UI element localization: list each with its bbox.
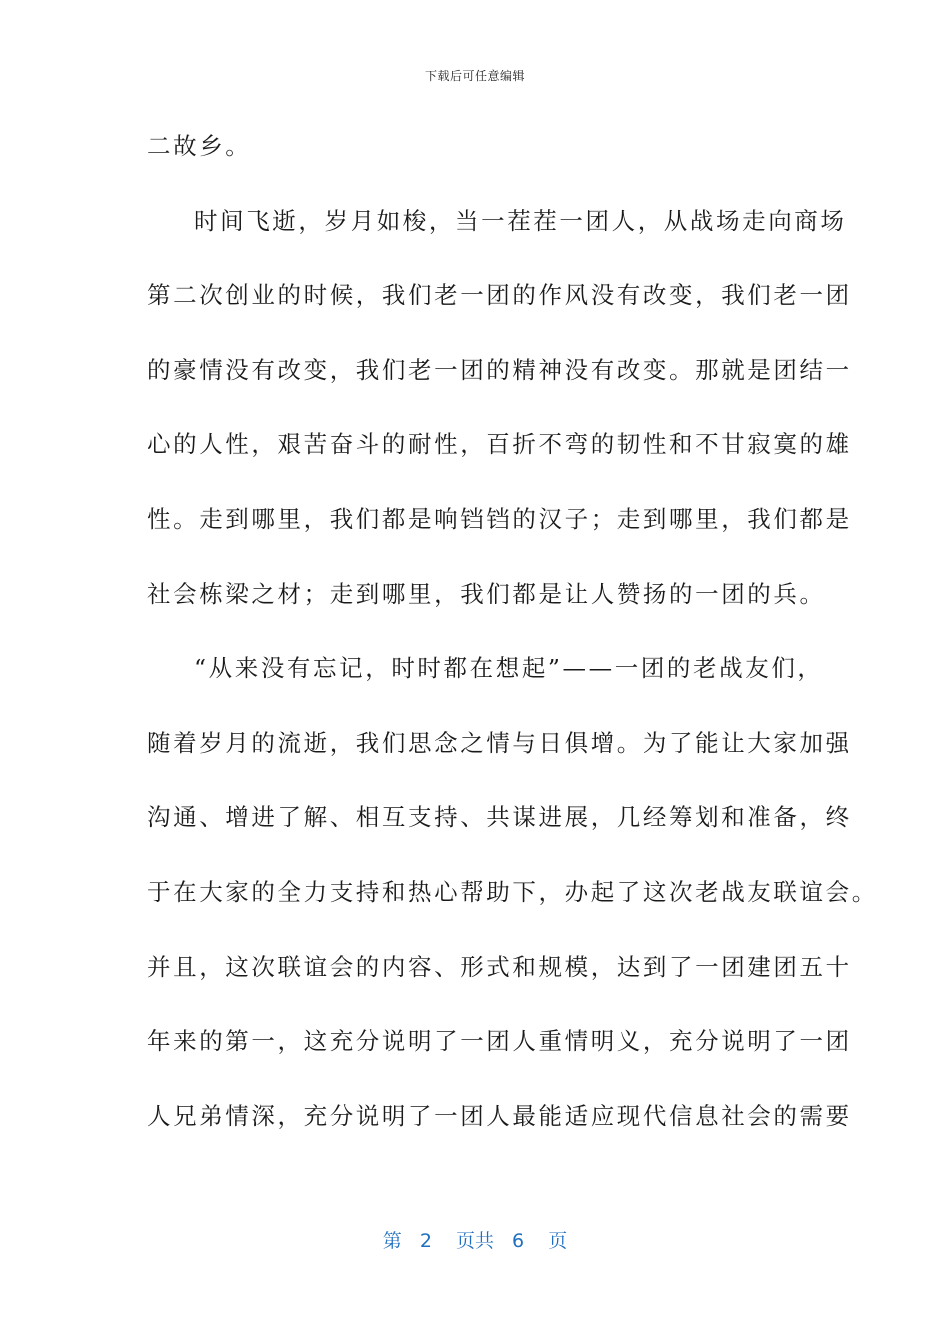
total-pages-number: 6 bbox=[512, 1230, 525, 1252]
paragraph-line: 于在大家的全力支持和热心帮助下，办起了这次老战友联谊会。 bbox=[147, 877, 878, 906]
paragraph-line: 心的人性，艰苦奋斗的耐性，百折不弯的韧性和不甘寂寞的雄 bbox=[147, 430, 852, 459]
page-header-note: 下载后可任意编辑 bbox=[424, 69, 525, 83]
paragraph-line: 随着岁月的流逝，我们思念之情与日俱增。为了能让大家加强 bbox=[147, 728, 852, 757]
footer-middle: 页共 bbox=[455, 1230, 494, 1252]
page-footer bbox=[0, 1226, 950, 1253]
footer-suffix: 页 bbox=[548, 1230, 568, 1252]
document-body bbox=[147, 124, 878, 1168]
current-page-number: 2 bbox=[419, 1230, 432, 1252]
paragraph-line: 第二次创业的时候，我们老一团的作风没有改变，我们老一团 bbox=[147, 281, 852, 310]
paragraph-line: 二故乡。 bbox=[147, 132, 252, 160]
footer-prefix: 第 bbox=[382, 1230, 402, 1252]
paragraph-line: 沟通、增进了解、相互支持、共谋进展，几经筹划和准备，终 bbox=[147, 803, 852, 832]
paragraph-line: 人兄弟情深，充分说明了一团人最能适应现代信息社会的需要 bbox=[147, 1101, 852, 1130]
paragraph-line: 性。走到哪里，我们都是响铛铛的汉子；走到哪里，我们都是 bbox=[147, 504, 852, 533]
paragraph-line: 时间飞逝，岁月如梭，当一茬茬一团人，从战场走向商场 bbox=[194, 206, 847, 235]
paragraph-line: 并且，这次联谊会的内容、形式和规模，达到了一团建团五十 bbox=[147, 952, 852, 981]
paragraph-line: “从来没有忘记，时时都在想起”——一团的老战友们， bbox=[194, 654, 824, 683]
paragraph-line: 的豪情没有改变，我们老一团的精神没有改变。那就是团结一 bbox=[147, 355, 852, 384]
paragraph-line: 年来的第一，这充分说明了一团人重情明义，充分说明了一团 bbox=[147, 1027, 852, 1056]
paragraph-line: 社会栋梁之材；走到哪里，我们都是让人赞扬的一团的兵。 bbox=[147, 579, 826, 608]
